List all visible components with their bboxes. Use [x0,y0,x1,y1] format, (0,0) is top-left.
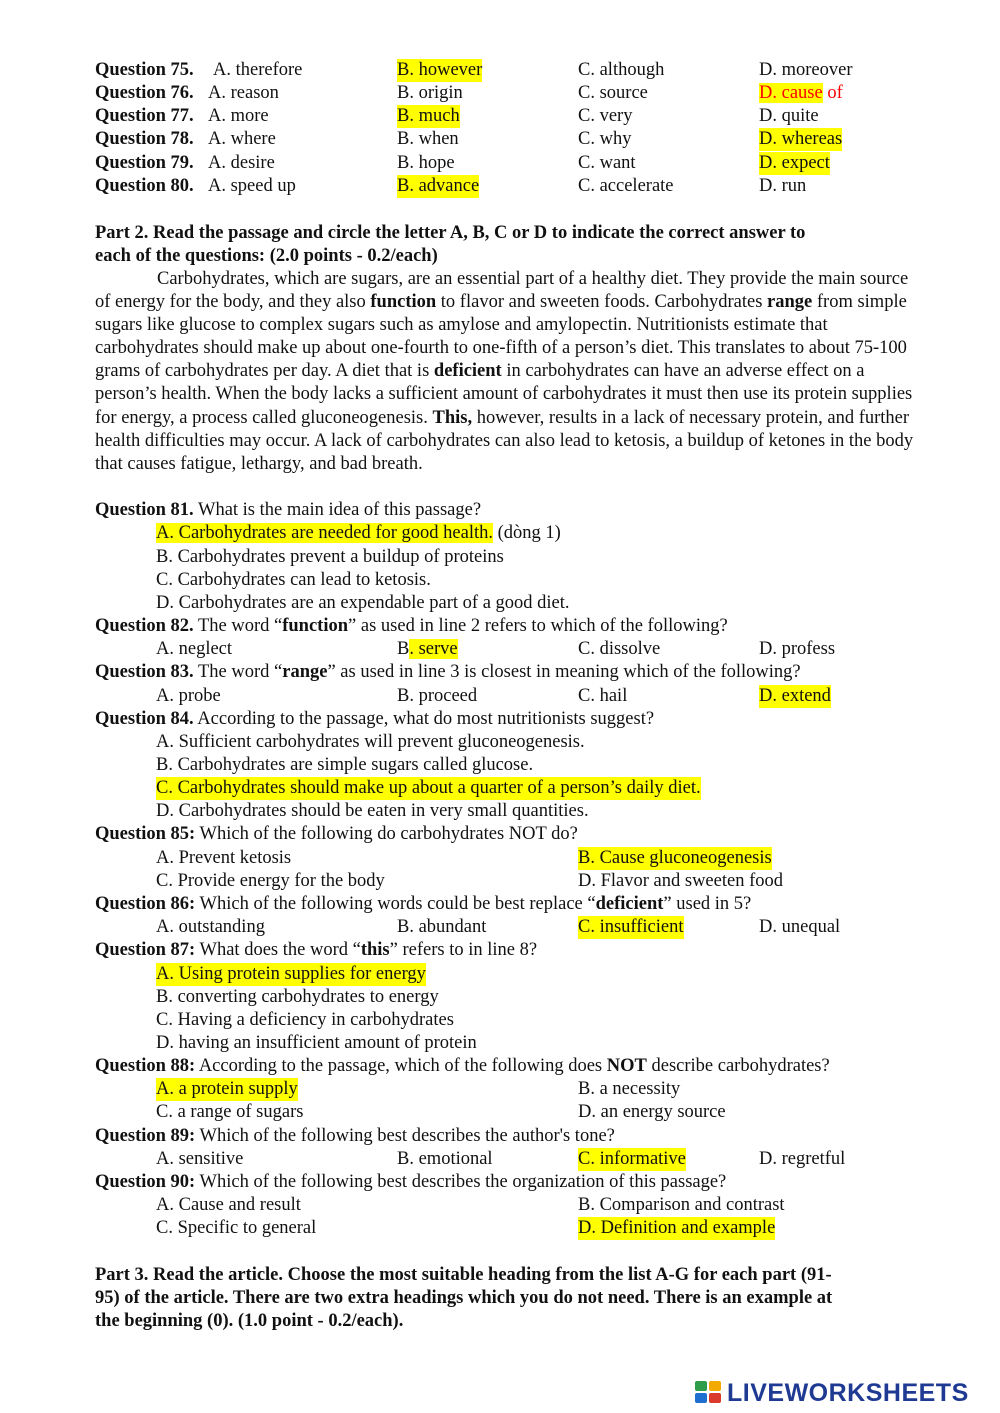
option-c[interactable]: C. although [578,60,665,80]
option-b-selected[interactable]: B. much [397,106,460,126]
option-c[interactable]: C. a range of sugars [156,1102,304,1122]
part3-heading-line3: the beginning (0). (1.0 point - 0.2/each). [95,1311,404,1331]
option-a[interactable]: A. sensitive [156,1149,244,1169]
option-c[interactable]: C. dissolve [578,639,661,659]
part2-heading-line1: Part 2. Read the passage and circle the letter A, B, C or D to indicate the correct answer to [95,223,806,243]
option-c[interactable]: C. source [578,83,648,103]
option-d[interactable]: D. Flavor and sweeten food [578,871,783,891]
option-d-selected[interactable]: D. Definition and example [578,1218,776,1238]
question-label: Question 79. [95,153,194,173]
option-b[interactable]: B. abundant [397,917,487,937]
part2-heading-line2: each of the questions: (2.0 points - 0.2/each) [95,246,438,266]
question-81: Question 81. What is the main idea of this passage? [95,500,482,520]
option-a[interactable]: A. therefore [213,60,303,80]
question-84: Question 84. According to the passage, what do most nutritionists suggest? [95,709,655,729]
option-a[interactable]: A. more [208,106,269,126]
option-b[interactable]: B. origin [397,83,463,103]
option-b[interactable]: B. emotional [397,1149,493,1169]
question-88: Question 88: According to the passage, which of the following does NOT describe carbohydrates? [95,1056,830,1076]
option-d[interactable]: D. quite [759,106,819,126]
question-label: Question 80. [95,176,194,196]
option-c[interactable]: C. Provide energy for the body [156,871,385,891]
liveworksheets-logo [695,1378,969,1408]
question-83: Question 83. The word “range” as used in line 3 is closest in meaning which of the following? [95,662,801,682]
answer-row-78 [95,128,843,151]
option-d[interactable]: D. unequal [759,917,841,937]
option-b-selected[interactable]: B. advance [397,176,480,196]
answer-note: of [827,83,843,103]
option-d[interactable]: D. moreover [759,60,853,80]
answer-row-77 [95,105,819,128]
option-a[interactable]: A. speed up [208,176,296,196]
option-a-selected[interactable]: A. Carbohydrates are needed for good health. [156,523,493,543]
answer-row-79 [95,152,830,175]
option-b[interactable]: B. hope [397,153,455,173]
option-b-selected[interactable]: B. Cause gluconeogenesis [578,848,772,868]
option-d-selected[interactable]: D. cause [759,83,823,103]
option-d-selected[interactable]: D. expect [759,153,830,173]
reading-passage: Carbohydrates, which are sugars, are an essential part of a healthy diet. They provide the main source of energy for the body, and they also function to flavor and sweeten foods. Carbohydrates range from simple sugars like glucose to complex sugars such as amylose and amylopectin. Nutritionists estimate that carbohydrates should make up about one-fourth to one-fifth of a person’s diet. This translates to about 75-100 grams of carbohydrates per day. A diet that is deficient in carbohydrates can have an adverse effect on a person’s health. When the body lacks a sufficient amount of carbohydrates it must then use its protein supplies for energy, a process called gluconeogenesis. This, however, results in a lack of necessary protein, and further health difficulties may occur. A lack of carbohydrates can also lead to ketosis, a buildup of ketones in the body that causes fatigue, lethargy, and bad breath. [95,269,914,474]
option-c[interactable]: C. Specific to general [156,1218,317,1238]
option-a[interactable]: A. outstanding [156,917,265,937]
option-a-selected[interactable]: A. a protein supply [156,1079,298,1099]
option-a[interactable]: A. where [208,129,276,149]
question-label: Question 76. [95,83,194,103]
option-a[interactable]: A. Cause and result [156,1195,301,1215]
option-b-selected[interactable]: B. serve [397,639,458,659]
option-c[interactable]: C. accelerate [578,176,674,196]
question-label: Question 75. [95,60,194,80]
option-c[interactable]: C. very [578,106,633,126]
option-c-selected[interactable]: C. informative [578,1149,686,1169]
question-90: Question 90: Which of the following best describes the organization of this passage? [95,1172,727,1192]
answer-note: (dòng 1) [492,523,561,543]
option-b[interactable]: B. when [397,129,459,149]
option-b[interactable]: B. Comparison and contrast [578,1195,785,1215]
option-d[interactable]: D. run [759,176,807,196]
answer-row-76 [95,82,843,105]
option-a[interactable]: A. reason [208,83,279,103]
watermark-text: LIVEWORKSHEETS [727,1378,969,1407]
question-89: Question 89: Which of the following best describes the author's tone? [95,1126,615,1146]
question-label: Question 77. [95,106,194,126]
liveworksheets-logo-icon [695,1381,723,1405]
option-a[interactable]: A. desire [208,153,275,173]
question-label: Question 78. [95,129,194,149]
option-a[interactable]: A. probe [156,686,221,706]
question-82: Question 82. The word “function” as used in line 2 refers to which of the following? [95,616,728,636]
worksheet-page: Question 75. A. therefore B. however C. although D. moreover Question 76. A. reason B. origin C. source D. cause of Question 77. A. more B. much C. very D. quite Question 78. A. where B. when C. why D. whereas Question 79. A. desire B. hope C. want D. expect Question 80. A. speed up B. advance C. accelerate D. run Part 2. Read the passage and circle the letter A, B, C or D to indicate the correct answer to each of the questions: (2.0 points - 0.2/each) Carbohydrates, which are sugars, are an essential part of a healthy diet. They provide the main source of energy for the body, and they also function to flavor and sweeten foods. Carbohydrates range from simple sugars like glucose to complex sugars such as amylose and amylopectin. Nutritionists estimate that carbohydrates should make up about one-fourth to one-fifth of a person’s diet. This translates to about 75-100 grams of carbohydrates per day. A diet that is deficient in carbohydrates can have an adverse effect on a person’s health. When the body lacks a sufficient amount of carbohydrates it must then use its protein supplies for energy, a process called gluconeogenesis. This, however, results in a lack of necessary protein, and further health difficulties may occur. A lack of carbohydrates can also lead to ketosis, a buildup of ketones in the body that causes fatigue, lethargy, and bad breath. Question 81. What is the main idea of this passage? A. Carbohydrates are needed for good health. (dòng 1) B. Carbohydrates prevent a buildup of proteins C. Carbohydrates can lead to ketosis. D. Carbohydrates are an expendable part of a good diet. Question 82. The word “function” as used in line 2 refers to which of the following? A. neglect B. serve C. dissolve D. profess Question 83. The word “range” as used in line 3 is closest in meaning which of the following? A. probe B. proceed C. hail D. extend Question 84. According to the passage, what do most nutritionists suggest? A. Sufficient carbohydrates will prevent gluconeogenesis. B. Carbohydrates are simple sugars called glucose. C. Carbohydrates should make up about a quarter of a person’s daily diet. D. Carbohydrates should be eaten in very small quantities. Question 85: Which of the following do carbohydrates NOT do? A. Prevent ketosis B. Cause gluconeogenesis C. Provide energy for the body D. Flavor and sweeten food Question 86: Which of the following words could be best replace “deficient” used in 5? A. outstanding B. abundant C. insufficient D. unequal Question 87: What does the word “this” refers to in line 8? A. Using protein supplies for energy B. converting carbohydrates to energy C. Having a deficiency in carbohydrates D. having an insufficient amount of protein Question 88: According to the passage, which of the following does NOT describe carbohydrates? A. a protein supply B. a necessity C. a range of sugars D. an energy source Question 89: Which of the following best describes the author's tone? A. sensitive B. emotional C. informative D. regretful Question 90: Which of the following best describes the organization of this passage? A. Cause and result B. Comparison and contrast C. Specific to general D. Definition and example Part 3. Read the article. Choose the most suitable heading from the list A-G for each part (91- 95) of the article. There are two extra headings which you do not need. There is an example at the beginning (0). (1.0 point - 0.2/each). LIVEWORKSHEETS [95,60,969,1407]
option-d-selected[interactable]: D. whereas [759,129,843,149]
option-d[interactable]: D. regretful [759,1149,846,1169]
option-c[interactable]: C. why [578,129,632,149]
option-d-selected[interactable]: D. extend [759,686,831,706]
option-d[interactable]: D. profess [759,639,836,659]
option-c-selected[interactable]: C. insufficient [578,917,684,937]
question-87: Question 87: What does the word “this” refers to in line 8? [95,940,538,960]
answer-row-75 [95,59,853,82]
option-b[interactable]: B. proceed [397,686,478,706]
option-a[interactable]: A. Prevent ketosis [156,848,292,868]
part3-heading-line1: Part 3. Read the article. Choose the most suitable heading from the list A-G for each part (91- [95,1265,832,1285]
question-86: Question 86: Which of the following words could be best replace “deficient” used in 5? [95,894,752,914]
part3-heading-line2: 95) of the article. There are two extra headings which you do not need. There is an example at [95,1288,833,1308]
answer-row-80 [95,175,807,198]
option-b-selected[interactable]: B. however [397,60,483,80]
option-b[interactable]: B. a necessity [578,1079,681,1099]
option-d[interactable]: D. an energy source [578,1102,726,1122]
option-c[interactable]: C. want [578,153,636,173]
question-85: Question 85: Which of the following do carbohydrates NOT do? [95,824,578,844]
option-c[interactable]: C. hail [578,686,628,706]
option-a[interactable]: A. neglect [156,639,233,659]
